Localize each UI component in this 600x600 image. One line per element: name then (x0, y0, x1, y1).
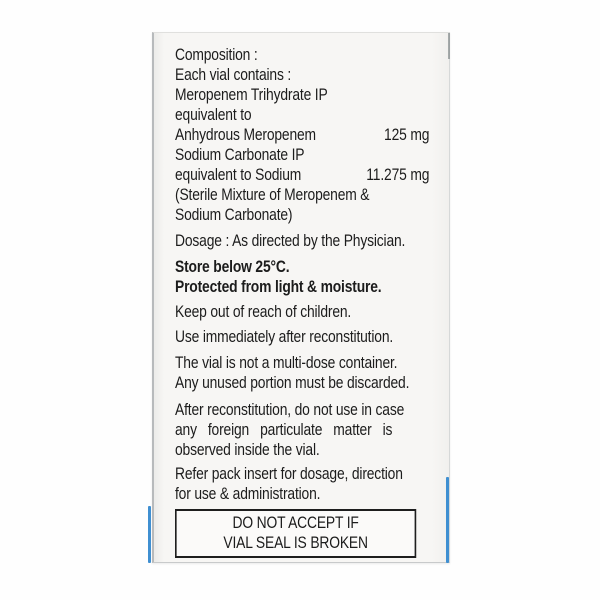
sterile-note-line: (Sterile Mixture of Meropenem & (175, 185, 370, 204)
blue-edge-stripe-right (446, 477, 449, 563)
sterile-note-line: Sodium Carbonate) (175, 205, 293, 224)
precaution-line: Use immediately after reconstitution. (175, 327, 394, 346)
composition-line: Meropenem Trihydrate IP (175, 85, 328, 104)
reconstitution-warning-line: any foreign particulate matter is (175, 420, 393, 439)
ingredient-name: Anhydrous Meropenem (175, 125, 316, 144)
box-edge-shadow (448, 33, 450, 59)
ingredient-name: equivalent to Sodium (175, 165, 302, 184)
composition-line: equivalent to (175, 105, 252, 124)
container-note-line: Any unused portion must be discarded. (175, 373, 410, 392)
seal-warning-line: VIAL SEAL IS BROKEN (223, 533, 368, 552)
container-note-line: The vial is not a multi-dose container. (175, 353, 398, 372)
ingredient-amount-row (175, 165, 429, 185)
reconstitution-warning-line: After reconstitution, do not use in case (175, 400, 405, 419)
storage-instruction: Store below 25°C. (175, 257, 290, 276)
label-text-column (175, 45, 429, 558)
reconstitution-warning-line: observed inside the vial. (175, 440, 320, 459)
ingredient-amount: 125 mg (384, 125, 430, 144)
blue-edge-stripe-left (148, 506, 151, 563)
ingredient-amount: 11.275 mg (366, 165, 430, 184)
composition-line: Sodium Carbonate IP (175, 145, 305, 164)
seal-warning-line: DO NOT ACCEPT IF (232, 513, 359, 532)
composition-line: Each vial contains : (175, 65, 292, 84)
medicine-box-label-panel (152, 32, 450, 563)
dosage-line: Dosage : As directed by the Physician. (175, 231, 406, 250)
pack-insert-line: Refer pack insert for dosage, direction (175, 464, 403, 483)
composition-heading: Composition : (175, 45, 258, 64)
seal-warning-box (175, 509, 416, 558)
ingredient-amount-row (175, 125, 429, 145)
precaution-line: Keep out of reach of children. (175, 302, 352, 321)
storage-instruction: Protected from light & moisture. (175, 277, 382, 296)
pack-insert-line: for use & administration. (175, 484, 321, 503)
